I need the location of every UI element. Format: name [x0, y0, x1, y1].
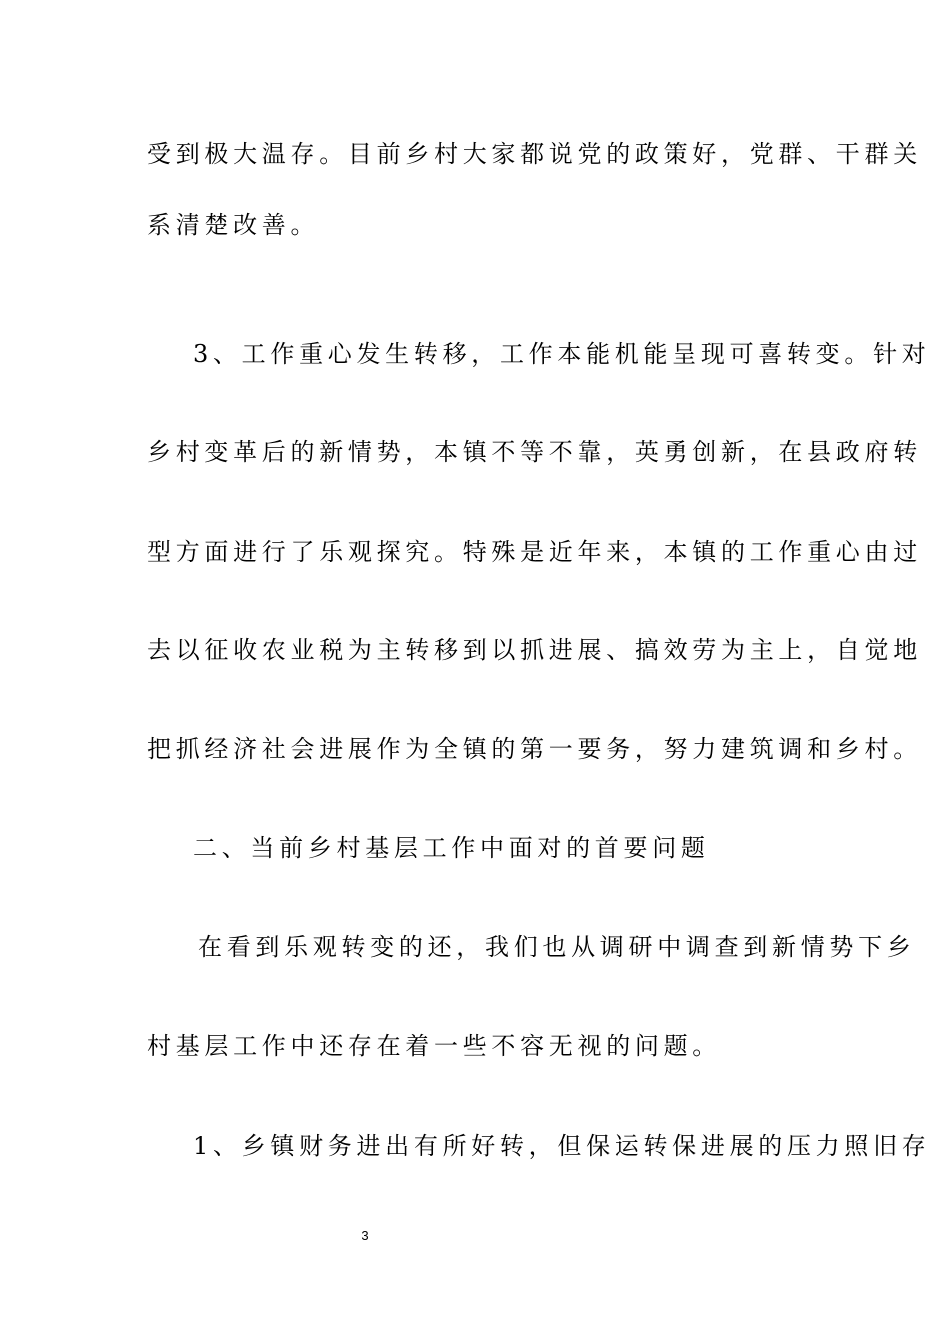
section-heading: 二、当前乡村基层工作中面对的首要问题	[193, 834, 710, 862]
text-line-10: 村基层工作中还存在着一些不容无视的问题。	[147, 1032, 721, 1060]
page-number: 3	[361, 1228, 369, 1243]
text-line-7: 把抓经济社会进展作为全镇的第一要务，努力建筑调和乡村。	[147, 735, 922, 763]
text-line-6: 去以征收农业税为主转移到以抓进展、搞效劳为主上，自觉地	[147, 636, 922, 664]
text-line-2: 系清楚改善。	[147, 211, 320, 239]
text-line-4: 乡村变革后的新情势，本镇不等不靠，英勇创新，在县政府转	[147, 438, 922, 466]
text-line-5: 型方面进行了乐观探究。特殊是近年来，本镇的工作重心由过	[147, 538, 922, 566]
text-line-1: 受到极大温存。目前乡村大家都说党的政策好，党群、干群关	[147, 140, 922, 168]
text-line-9: 在看到乐观转变的还，我们也从调研中调查到新情势下乡	[198, 933, 916, 961]
text-line-3: 3、工作重心发生转移，工作本能机能呈现可喜转变。针对	[193, 340, 931, 368]
text-line-11: 1、乡镇财务进出有所好转，但保运转保进展的压力照旧存	[193, 1132, 931, 1160]
